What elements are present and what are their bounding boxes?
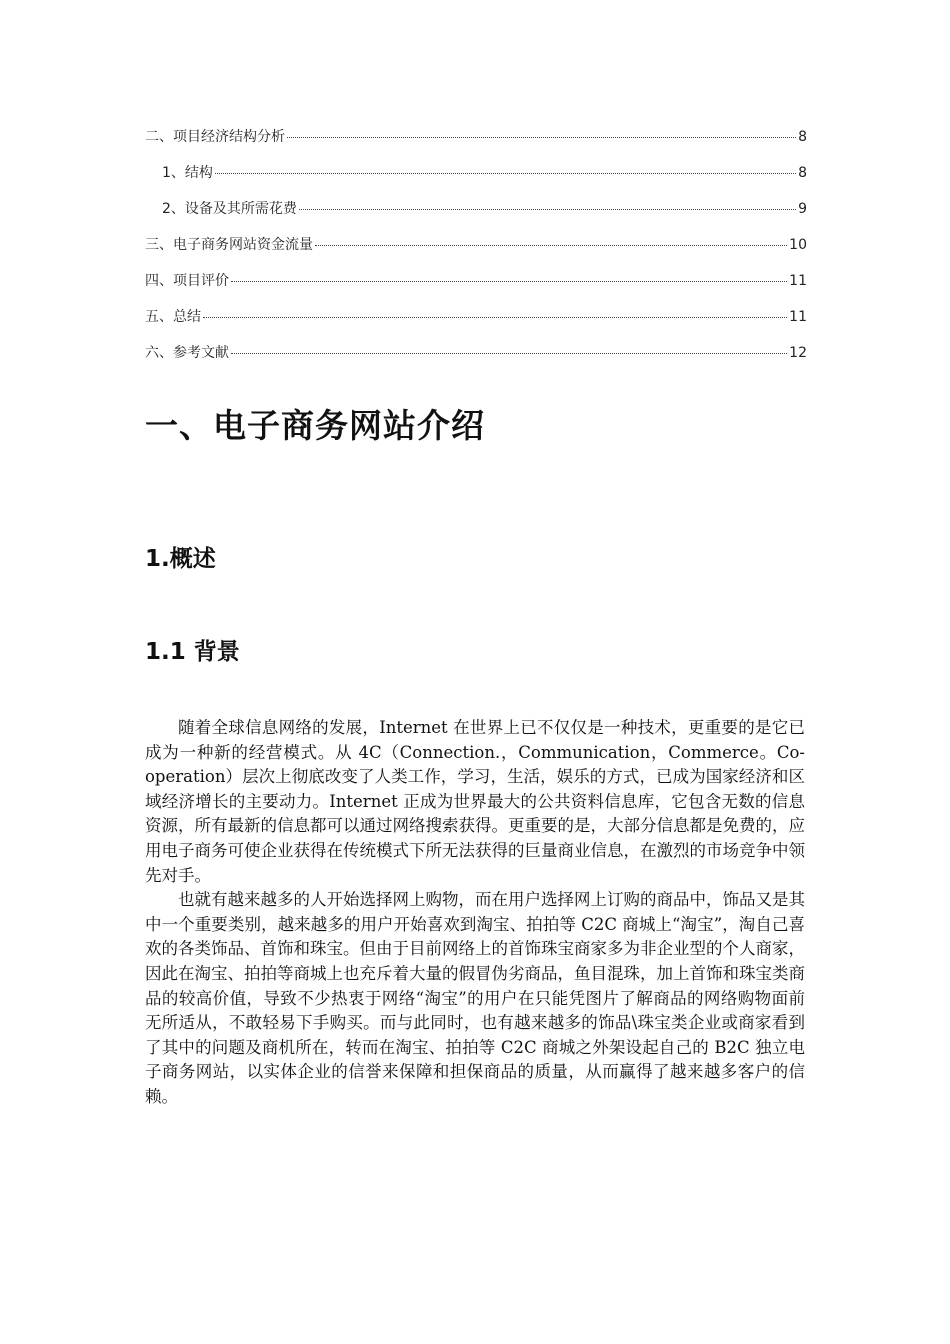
toc-leader-dots	[231, 353, 787, 354]
toc-entry[interactable]	[145, 342, 807, 378]
table-of-contents	[145, 126, 807, 378]
toc-entry[interactable]	[145, 198, 807, 234]
toc-entry[interactable]	[145, 234, 807, 270]
toc-entry-title: 三、电子商务网站资金流量	[145, 237, 313, 253]
toc-entry-title: 四、项目评价	[145, 273, 229, 289]
toc-entry-title: 1、结构	[162, 165, 213, 181]
toc-leader-dots	[299, 209, 796, 210]
toc-entry[interactable]	[145, 126, 807, 162]
paragraph: 随着全球信息网络的发展，Internet 在世界上已不仅仅是一种技术，更重要的是它已成为一种新的经营模式。从 4C（Connection.，Communication，Commerce。Co-operation）层次上彻底改变了人类工作，学习，生活，娱乐的方式，已成为国家经济和区域经济增长的主要动力。Internet 正成为世界最大的公共资料信息库，它包含无数的信息资源，所有最新的信息都可以通过网络搜索获得。更重要的是，大部分信息都是免费的，应用电子商务可使企业获得在传统模式下所无法获得的巨量商业信息，在激烈的市场竞争中领先对手。	[145, 718, 805, 885]
paragraph: 也就有越来越多的人开始选择网上购物，而在用户选择网上订购的商品中，饰品又是其中一个重要类别，越来越多的用户开始喜欢到淘宝、拍拍等 C2C 商城上“淘宝”，淘自己喜欢的各类饰品、首饰和珠宝。但由于目前网络上的首饰珠宝商家多为非企业型的个人商家，因此在淘宝、拍拍等商城上也充斥着大量的假冒伪劣商品，鱼目混珠，加上首饰和珠宝类商品的较高价值，导致不少热衷于网络“淘宝”的用户在只能凭图片了解商品的网络购物面前无所适从，不敢轻易下手购买。而与此同时，也有越来越多的饰品\珠宝类企业或商家看到了其中的问题及商机所在，转而在淘宝、拍拍等 C2C 商城之外架设起自己的 B2C 独立电子商务网站，以实体企业的信誉来保障和担保商品的质量，从而赢得了越来越多客户的信赖。	[145, 890, 805, 1106]
subsection-heading: 1.1 背景	[145, 639, 240, 665]
toc-entry[interactable]	[145, 306, 807, 342]
body-text	[145, 716, 805, 1110]
toc-entry-page: 8	[798, 129, 807, 145]
subsection-heading: 1.概述	[145, 546, 216, 572]
toc-entry-page: 9	[798, 201, 807, 217]
toc-entry-page: 11	[789, 273, 807, 289]
toc-entry[interactable]	[145, 162, 807, 198]
toc-entry-title: 六、参考文献	[145, 345, 229, 361]
toc-entry-page: 8	[798, 165, 807, 181]
toc-leader-dots	[231, 281, 787, 282]
toc-entry-page: 11	[789, 309, 807, 325]
toc-entry-page: 10	[789, 237, 807, 253]
toc-entry[interactable]	[145, 270, 807, 306]
section-heading: 一、电子商务网站介绍	[145, 406, 485, 445]
toc-entry-page: 12	[789, 345, 807, 361]
toc-entry-title: 五、总结	[145, 309, 201, 325]
toc-leader-dots	[215, 173, 796, 174]
toc-leader-dots	[287, 137, 796, 138]
toc-leader-dots	[315, 245, 787, 246]
toc-entry-title: 2、设备及其所需花费	[162, 201, 297, 217]
toc-entry-title: 二、项目经济结构分析	[145, 129, 285, 145]
toc-leader-dots	[203, 317, 787, 318]
